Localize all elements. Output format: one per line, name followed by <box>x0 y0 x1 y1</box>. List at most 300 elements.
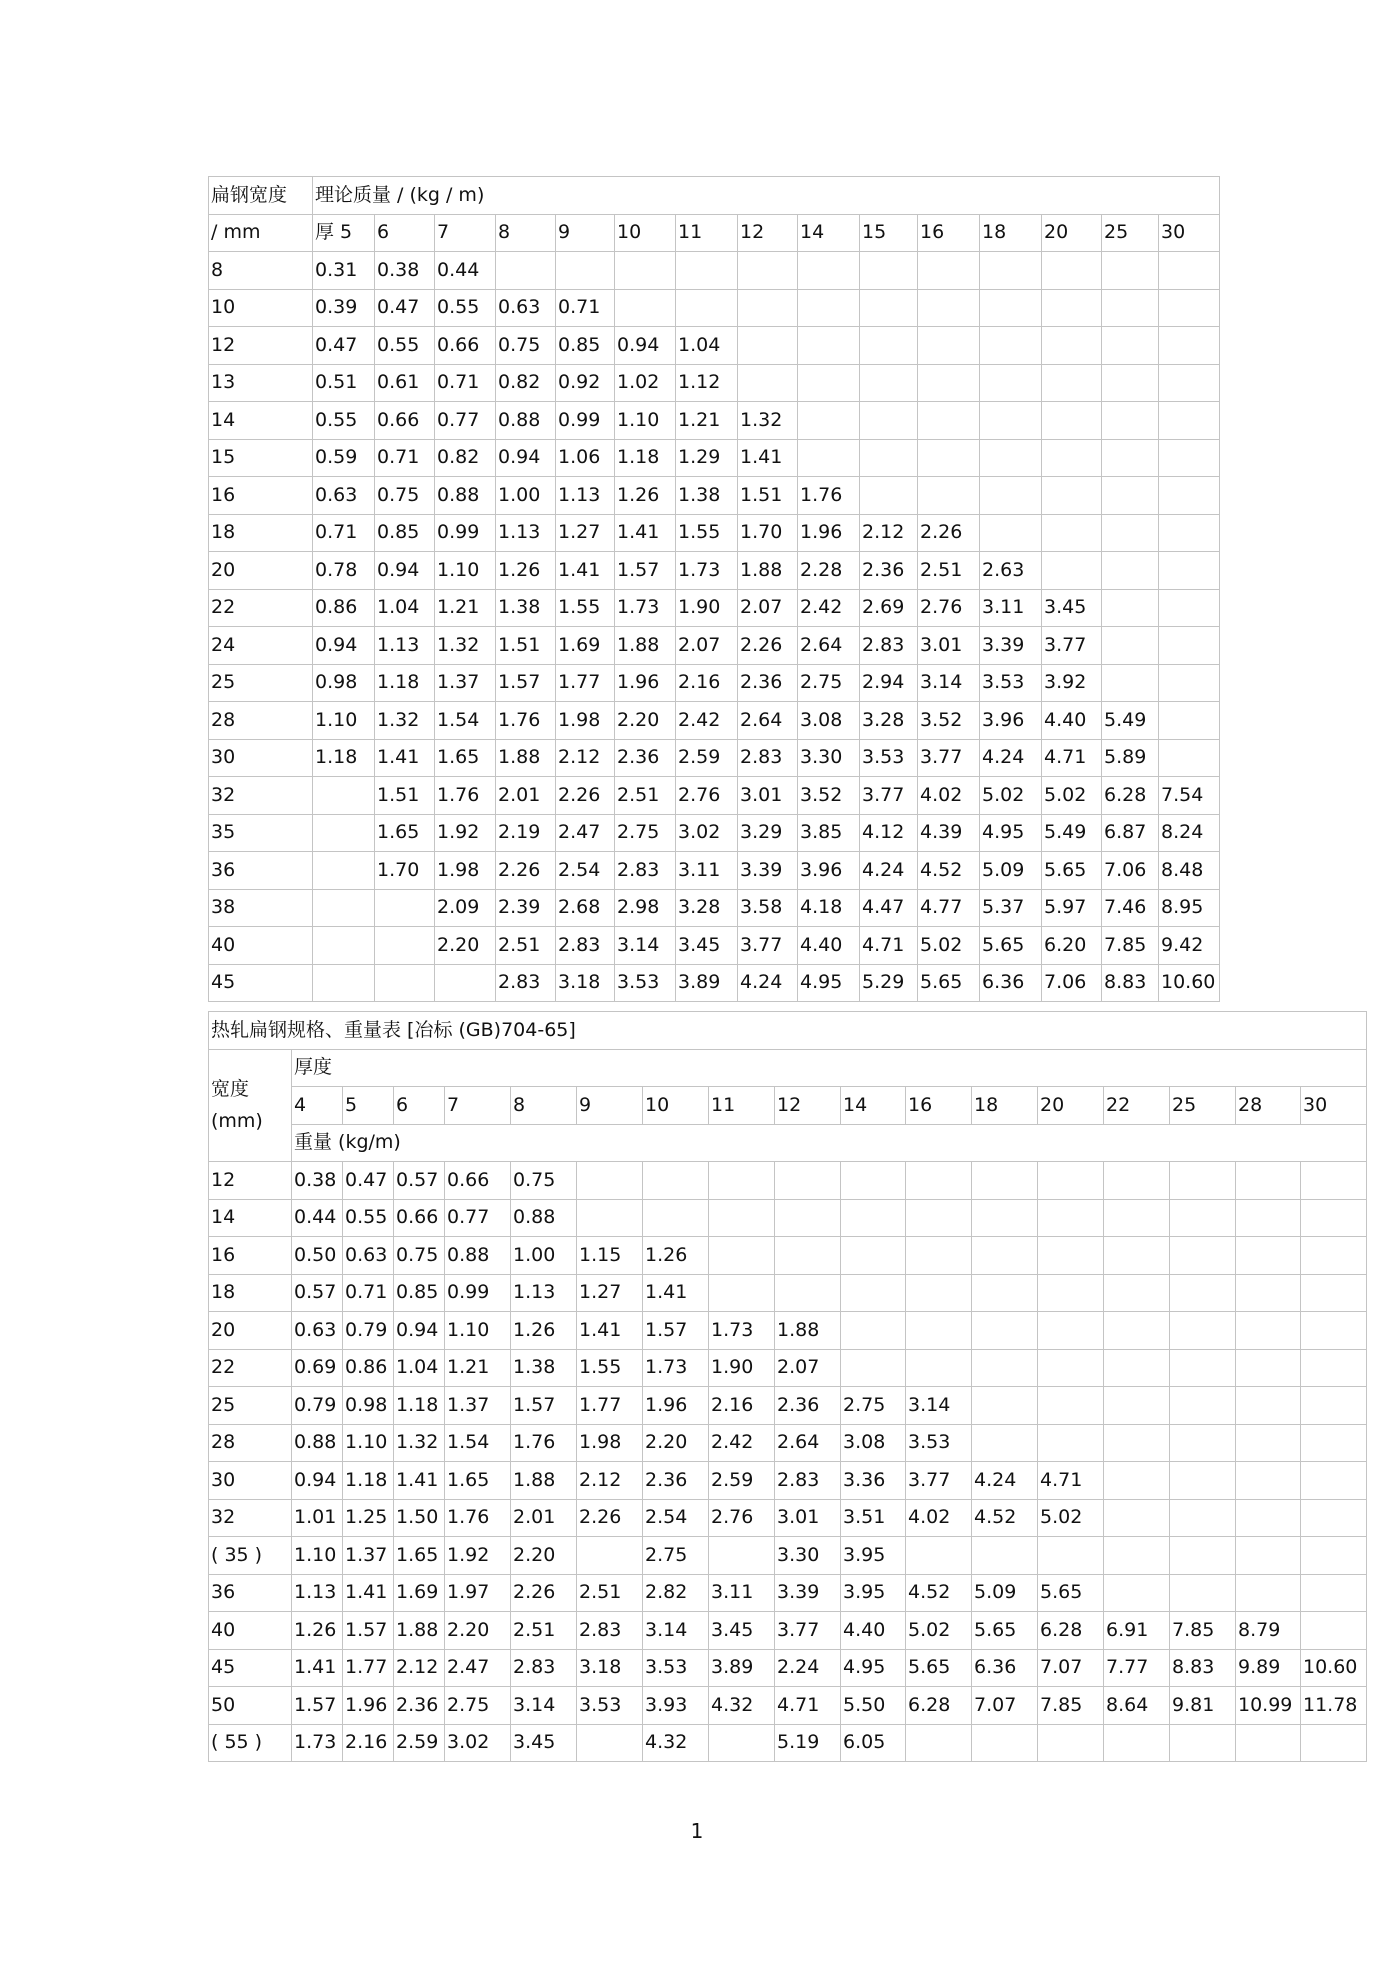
mass-cell: 1.76 <box>798 477 860 515</box>
mass-cell: 3.28 <box>676 889 738 927</box>
weight-cell: 4.52 <box>972 1499 1038 1537</box>
width-cell: 35 <box>209 814 313 852</box>
weight-cell <box>906 1162 972 1200</box>
mass-cell: 1.51 <box>496 627 556 665</box>
weight-cell <box>972 1724 1038 1762</box>
weight-cell: 1.13 <box>292 1574 343 1612</box>
weight-cell <box>709 1237 775 1275</box>
mass-cell: 0.71 <box>313 514 375 552</box>
weight-cell: 6.05 <box>841 1724 906 1762</box>
mass-cell: 2.47 <box>556 814 615 852</box>
mass-cell: 2.63 <box>980 552 1042 590</box>
thickness-value-header: 22 <box>1104 1087 1170 1125</box>
weight-cell <box>972 1349 1038 1387</box>
mass-cell: 1.12 <box>676 364 738 402</box>
weight-cell <box>1104 1574 1170 1612</box>
weight-cell: 0.38 <box>292 1162 343 1200</box>
weight-cell <box>1038 1537 1104 1575</box>
weight-cell: 0.63 <box>343 1237 394 1275</box>
mass-cell: 2.36 <box>860 552 918 590</box>
mass-cell <box>496 252 556 290</box>
weight-cell <box>1170 1499 1236 1537</box>
mass-cell: 7.06 <box>1102 852 1159 890</box>
weight-cell: 0.79 <box>292 1387 343 1425</box>
table-row <box>209 1499 1367 1537</box>
weight-cell: 3.14 <box>511 1687 577 1725</box>
weight-cell <box>972 1237 1038 1275</box>
weight-cell: 1.73 <box>643 1349 709 1387</box>
thickness-value-header: 4 <box>292 1087 343 1125</box>
weight-cell <box>1104 1462 1170 1500</box>
mass-cell: 0.47 <box>313 327 375 365</box>
mass-cell: 3.45 <box>676 927 738 965</box>
mass-cell: 1.76 <box>496 702 556 740</box>
weight-cell: 3.02 <box>445 1724 511 1762</box>
table-row <box>209 664 1220 702</box>
width-cell: 22 <box>209 1349 292 1387</box>
weight-cell: 4.32 <box>709 1687 775 1725</box>
thickness-value-header: 10 <box>643 1087 709 1125</box>
weight-header: 重量 (kg/m) <box>292 1124 1367 1162</box>
mass-cell: 0.38 <box>375 252 435 290</box>
weight-cell: 1.57 <box>343 1612 394 1650</box>
mass-cell: 6.20 <box>1042 927 1102 965</box>
mass-cell: 5.09 <box>980 852 1042 890</box>
width-cell: 14 <box>209 402 313 440</box>
mass-cell: 0.99 <box>435 514 496 552</box>
weight-cell: 2.16 <box>343 1724 394 1762</box>
mass-cell: 1.26 <box>615 477 676 515</box>
width-cell: 20 <box>209 1312 292 1350</box>
weight-cell: 0.88 <box>445 1237 511 1275</box>
mass-cell: 2.26 <box>496 852 556 890</box>
mass-cell: 0.66 <box>435 327 496 365</box>
weight-cell: 2.20 <box>643 1424 709 1462</box>
mass-cell: 2.20 <box>435 927 496 965</box>
weight-cell: 2.12 <box>577 1462 643 1500</box>
weight-cell: 0.69 <box>292 1349 343 1387</box>
mass-cell: 1.65 <box>375 814 435 852</box>
mass-cell <box>860 364 918 402</box>
table-row <box>209 1612 1367 1650</box>
weight-cell: 3.18 <box>577 1649 643 1687</box>
weight-cell: 3.53 <box>577 1687 643 1725</box>
width-header <box>209 1049 292 1162</box>
mass-cell <box>738 252 798 290</box>
mass-cell: 4.52 <box>918 852 980 890</box>
weight-cell: 2.59 <box>394 1724 445 1762</box>
width-cell: 30 <box>209 1462 292 1500</box>
table-row <box>209 1649 1367 1687</box>
mass-cell: 2.26 <box>738 627 798 665</box>
mass-cell: 0.99 <box>556 402 615 440</box>
weight-cell: 1.10 <box>292 1537 343 1575</box>
mass-cell: 6.87 <box>1102 814 1159 852</box>
mass-cell: 2.07 <box>738 589 798 627</box>
mass-cell: 4.40 <box>798 927 860 965</box>
thickness-header: 12 <box>738 214 798 252</box>
table-row <box>209 1462 1367 1500</box>
width-cell: 16 <box>209 1237 292 1275</box>
mass-cell: 4.40 <box>1042 702 1102 740</box>
weight-cell: 2.75 <box>445 1687 511 1725</box>
weight-cell <box>1170 1162 1236 1200</box>
mass-cell: 5.02 <box>1042 777 1102 815</box>
weight-cell <box>1301 1274 1367 1312</box>
mass-cell <box>1102 477 1159 515</box>
mass-cell: 1.04 <box>375 589 435 627</box>
weight-cell <box>1236 1724 1301 1762</box>
weight-cell: 7.85 <box>1170 1612 1236 1650</box>
thickness-header: 11 <box>676 214 738 252</box>
weight-cell <box>709 1162 775 1200</box>
weight-cell <box>1301 1499 1367 1537</box>
thickness-value-header: 25 <box>1170 1087 1236 1125</box>
weight-cell: 1.96 <box>643 1387 709 1425</box>
weight-cell: 0.66 <box>445 1162 511 1200</box>
weight-cell: 3.14 <box>906 1387 972 1425</box>
weight-cell: 7.07 <box>972 1687 1038 1725</box>
mass-cell: 1.88 <box>738 552 798 590</box>
thickness-value-header: 28 <box>1236 1087 1301 1125</box>
mass-cell: 2.19 <box>496 814 556 852</box>
weight-cell <box>577 1724 643 1762</box>
mass-cell <box>738 364 798 402</box>
mass-cell: 1.29 <box>676 439 738 477</box>
mass-cell: 4.71 <box>860 927 918 965</box>
mass-cell: 1.41 <box>375 739 435 777</box>
weight-cell: 1.26 <box>292 1612 343 1650</box>
mass-cell: 2.51 <box>496 927 556 965</box>
width-cell: 45 <box>209 1649 292 1687</box>
weight-cell <box>841 1312 906 1350</box>
thickness-header: 15 <box>860 214 918 252</box>
table-row <box>209 964 1220 1002</box>
mass-cell: 1.13 <box>496 514 556 552</box>
weight-cell: 3.53 <box>643 1649 709 1687</box>
mass-cell: 2.51 <box>918 552 980 590</box>
mass-cell <box>313 889 375 927</box>
width-cell: 28 <box>209 702 313 740</box>
mass-cell: 3.53 <box>860 739 918 777</box>
mass-cell: 0.78 <box>313 552 375 590</box>
weight-cell: 2.51 <box>577 1574 643 1612</box>
weight-cell: 0.79 <box>343 1312 394 1350</box>
mass-cell: 3.52 <box>918 702 980 740</box>
weight-cell: 1.41 <box>292 1649 343 1687</box>
weight-cell: 0.66 <box>394 1199 445 1237</box>
weight-cell <box>577 1199 643 1237</box>
mass-cell: 1.37 <box>435 664 496 702</box>
mass-cell: 2.98 <box>615 889 676 927</box>
table-row <box>209 439 1220 477</box>
table-row <box>209 889 1220 927</box>
thickness-value-header: 18 <box>972 1087 1038 1125</box>
weight-cell: 3.39 <box>775 1574 841 1612</box>
weight-cell: 3.01 <box>775 1499 841 1537</box>
table-header-row <box>209 214 1220 252</box>
mass-cell <box>980 252 1042 290</box>
mass-cell: 1.06 <box>556 439 615 477</box>
weight-cell: 0.55 <box>343 1199 394 1237</box>
mass-cell <box>1102 627 1159 665</box>
weight-cell: 2.59 <box>709 1462 775 1500</box>
thickness-value-header: 20 <box>1038 1087 1104 1125</box>
weight-cell <box>1301 1162 1367 1200</box>
mass-cell <box>1102 364 1159 402</box>
mass-cell: 1.88 <box>615 627 676 665</box>
weight-cell: 1.18 <box>343 1462 394 1500</box>
weight-cell: 0.71 <box>343 1274 394 1312</box>
mass-cell <box>313 814 375 852</box>
table-row <box>209 1349 1367 1387</box>
weight-cell: 1.13 <box>511 1274 577 1312</box>
weight-cell <box>1104 1537 1170 1575</box>
thickness-header: 厚度 <box>292 1049 1367 1087</box>
weight-cell: 1.57 <box>292 1687 343 1725</box>
weight-cell: 4.71 <box>775 1687 841 1725</box>
weight-cell: 2.42 <box>709 1424 775 1462</box>
table-header-row <box>209 1124 1367 1162</box>
mass-cell: 1.73 <box>615 589 676 627</box>
weight-cell <box>1236 1312 1301 1350</box>
table-row <box>209 1199 1367 1237</box>
mass-cell <box>1159 589 1220 627</box>
thickness-header: 8 <box>496 214 556 252</box>
weight-cell: 2.07 <box>775 1349 841 1387</box>
weight-cell: 4.40 <box>841 1612 906 1650</box>
mass-cell <box>798 327 860 365</box>
mass-cell <box>860 402 918 440</box>
mass-cell <box>1102 664 1159 702</box>
weight-cell <box>1170 1574 1236 1612</box>
mass-cell: 4.18 <box>798 889 860 927</box>
weight-cell <box>775 1237 841 1275</box>
weight-cell: 3.45 <box>511 1724 577 1762</box>
mass-cell <box>860 289 918 327</box>
thickness-header: 18 <box>980 214 1042 252</box>
mass-cell: 2.16 <box>676 664 738 702</box>
width-cell: 8 <box>209 252 313 290</box>
thickness-header: 16 <box>918 214 980 252</box>
weight-cell: 1.15 <box>577 1237 643 1275</box>
mass-cell: 2.39 <box>496 889 556 927</box>
weight-cell: 0.88 <box>511 1199 577 1237</box>
weight-cell <box>906 1349 972 1387</box>
weight-cell <box>1104 1199 1170 1237</box>
mass-cell <box>918 327 980 365</box>
mass-cell <box>1042 252 1102 290</box>
weight-cell: 0.86 <box>343 1349 394 1387</box>
width-cell: 40 <box>209 927 313 965</box>
mass-cell: 3.14 <box>918 664 980 702</box>
mass-cell: 1.18 <box>313 739 375 777</box>
mass-cell <box>1102 514 1159 552</box>
width-header: 扁钢宽度 <box>209 177 313 215</box>
thickness-value-header: 6 <box>394 1087 445 1125</box>
mass-cell: 1.69 <box>556 627 615 665</box>
mass-cell: 3.89 <box>676 964 738 1002</box>
mass-cell: 4.47 <box>860 889 918 927</box>
weight-cell: 1.26 <box>643 1237 709 1275</box>
mass-cell: 8.24 <box>1159 814 1220 852</box>
width-unit-label: (mm) <box>211 1110 263 1133</box>
mass-cell: 2.59 <box>676 739 738 777</box>
mass-cell: 1.65 <box>435 739 496 777</box>
table-row <box>209 814 1220 852</box>
weight-cell: 8.83 <box>1170 1649 1236 1687</box>
mass-cell <box>918 402 980 440</box>
weight-cell: 5.65 <box>1038 1574 1104 1612</box>
table-row <box>209 589 1220 627</box>
weight-cell <box>906 1199 972 1237</box>
mass-cell: 0.77 <box>435 402 496 440</box>
mass-cell: 2.42 <box>798 589 860 627</box>
mass-cell <box>313 777 375 815</box>
weight-cell: 2.64 <box>775 1424 841 1462</box>
mass-cell: 1.90 <box>676 589 738 627</box>
mass-cell: 1.32 <box>375 702 435 740</box>
weight-cell: 1.73 <box>292 1724 343 1762</box>
weight-cell: 9.81 <box>1170 1687 1236 1725</box>
weight-cell: 3.30 <box>775 1537 841 1575</box>
mass-cell: 3.77 <box>1042 627 1102 665</box>
mass-cell <box>615 289 676 327</box>
mass-cell: 3.52 <box>798 777 860 815</box>
weight-cell <box>1236 1424 1301 1462</box>
weight-cell <box>1170 1312 1236 1350</box>
mass-cell: 0.86 <box>313 589 375 627</box>
weight-cell: 3.14 <box>643 1612 709 1650</box>
mass-cell: 1.51 <box>375 777 435 815</box>
weight-cell <box>1236 1199 1301 1237</box>
mass-cell <box>798 289 860 327</box>
mass-cell: 2.83 <box>556 927 615 965</box>
width-cell: 24 <box>209 627 313 665</box>
weight-cell: 1.57 <box>643 1312 709 1350</box>
weight-cell <box>972 1274 1038 1312</box>
width-cell: 32 <box>209 777 313 815</box>
weight-cell <box>1104 1424 1170 1462</box>
table-row <box>209 702 1220 740</box>
weight-cell: 0.85 <box>394 1274 445 1312</box>
mass-cell <box>1042 477 1102 515</box>
mass-cell: 2.36 <box>615 739 676 777</box>
mass-cell: 4.39 <box>918 814 980 852</box>
width-cell: 16 <box>209 477 313 515</box>
thickness-value-header: 7 <box>445 1087 511 1125</box>
mass-cell <box>980 289 1042 327</box>
weight-cell <box>1038 1274 1104 1312</box>
mass-cell: 1.92 <box>435 814 496 852</box>
table-row <box>209 364 1220 402</box>
weight-cell: 3.95 <box>841 1537 906 1575</box>
weight-cell: 1.27 <box>577 1274 643 1312</box>
mass-cell <box>1042 402 1102 440</box>
weight-cell: 1.65 <box>394 1537 445 1575</box>
flat-steel-mass-table <box>208 176 1220 1002</box>
weight-cell <box>906 1274 972 1312</box>
mass-cell <box>615 252 676 290</box>
mass-cell <box>738 289 798 327</box>
weight-cell: 11.78 <box>1301 1687 1367 1725</box>
weight-cell <box>1301 1387 1367 1425</box>
table-row <box>209 777 1220 815</box>
weight-cell <box>906 1537 972 1575</box>
weight-cell: 0.94 <box>292 1462 343 1500</box>
table-row <box>209 1687 1367 1725</box>
mass-cell: 5.37 <box>980 889 1042 927</box>
weight-cell <box>1301 1349 1367 1387</box>
weight-cell <box>1038 1424 1104 1462</box>
weight-cell <box>1301 1424 1367 1462</box>
weight-cell <box>1236 1349 1301 1387</box>
mass-header: 理论质量 / (kg / m) <box>313 177 1220 215</box>
mass-cell <box>676 252 738 290</box>
weight-cell <box>1236 1462 1301 1500</box>
mass-cell: 4.71 <box>1042 739 1102 777</box>
weight-cell: 3.77 <box>906 1462 972 1500</box>
thickness-value-header: 16 <box>906 1087 972 1125</box>
mass-cell <box>798 402 860 440</box>
weight-cell: 1.65 <box>445 1462 511 1500</box>
mass-cell: 1.55 <box>676 514 738 552</box>
table-row <box>209 1424 1367 1462</box>
mass-cell <box>1159 664 1220 702</box>
weight-cell: 2.20 <box>511 1537 577 1575</box>
weight-cell: 2.83 <box>577 1612 643 1650</box>
weight-cell: 0.75 <box>511 1162 577 1200</box>
mass-cell: 0.55 <box>375 327 435 365</box>
table-header-row <box>209 1049 1367 1087</box>
mass-cell: 2.36 <box>738 664 798 702</box>
weight-cell <box>972 1537 1038 1575</box>
weight-cell <box>906 1237 972 1275</box>
mass-cell: 3.58 <box>738 889 798 927</box>
mass-cell <box>918 439 980 477</box>
mass-cell: 0.55 <box>435 289 496 327</box>
weight-cell <box>1170 1462 1236 1500</box>
mass-cell: 1.04 <box>676 327 738 365</box>
mass-cell: 4.02 <box>918 777 980 815</box>
mass-cell: 10.60 <box>1159 964 1220 1002</box>
weight-cell: 1.10 <box>343 1424 394 1462</box>
weight-cell: 2.82 <box>643 1574 709 1612</box>
weight-cell <box>1170 1724 1236 1762</box>
weight-cell: 0.50 <box>292 1237 343 1275</box>
weight-cell <box>1104 1387 1170 1425</box>
weight-cell: 3.95 <box>841 1574 906 1612</box>
weight-cell: 2.54 <box>643 1499 709 1537</box>
mass-cell: 3.92 <box>1042 664 1102 702</box>
mass-cell: 5.65 <box>918 964 980 1002</box>
weight-cell <box>1104 1237 1170 1275</box>
weight-cell <box>643 1199 709 1237</box>
mass-cell <box>1159 327 1220 365</box>
thickness-header: 厚 5 <box>313 214 375 252</box>
thickness-header: 7 <box>435 214 496 252</box>
table-row <box>209 1274 1367 1312</box>
mass-cell: 0.94 <box>375 552 435 590</box>
mass-cell: 4.77 <box>918 889 980 927</box>
mass-cell <box>1159 739 1220 777</box>
weight-cell: 1.10 <box>445 1312 511 1350</box>
table-title: 热轧扁钢规格、重量表 [冶标 (GB)704-65] <box>209 1012 1367 1050</box>
weight-cell <box>1038 1162 1104 1200</box>
mass-cell <box>980 364 1042 402</box>
mass-cell: 0.88 <box>435 477 496 515</box>
mass-cell: 1.32 <box>435 627 496 665</box>
